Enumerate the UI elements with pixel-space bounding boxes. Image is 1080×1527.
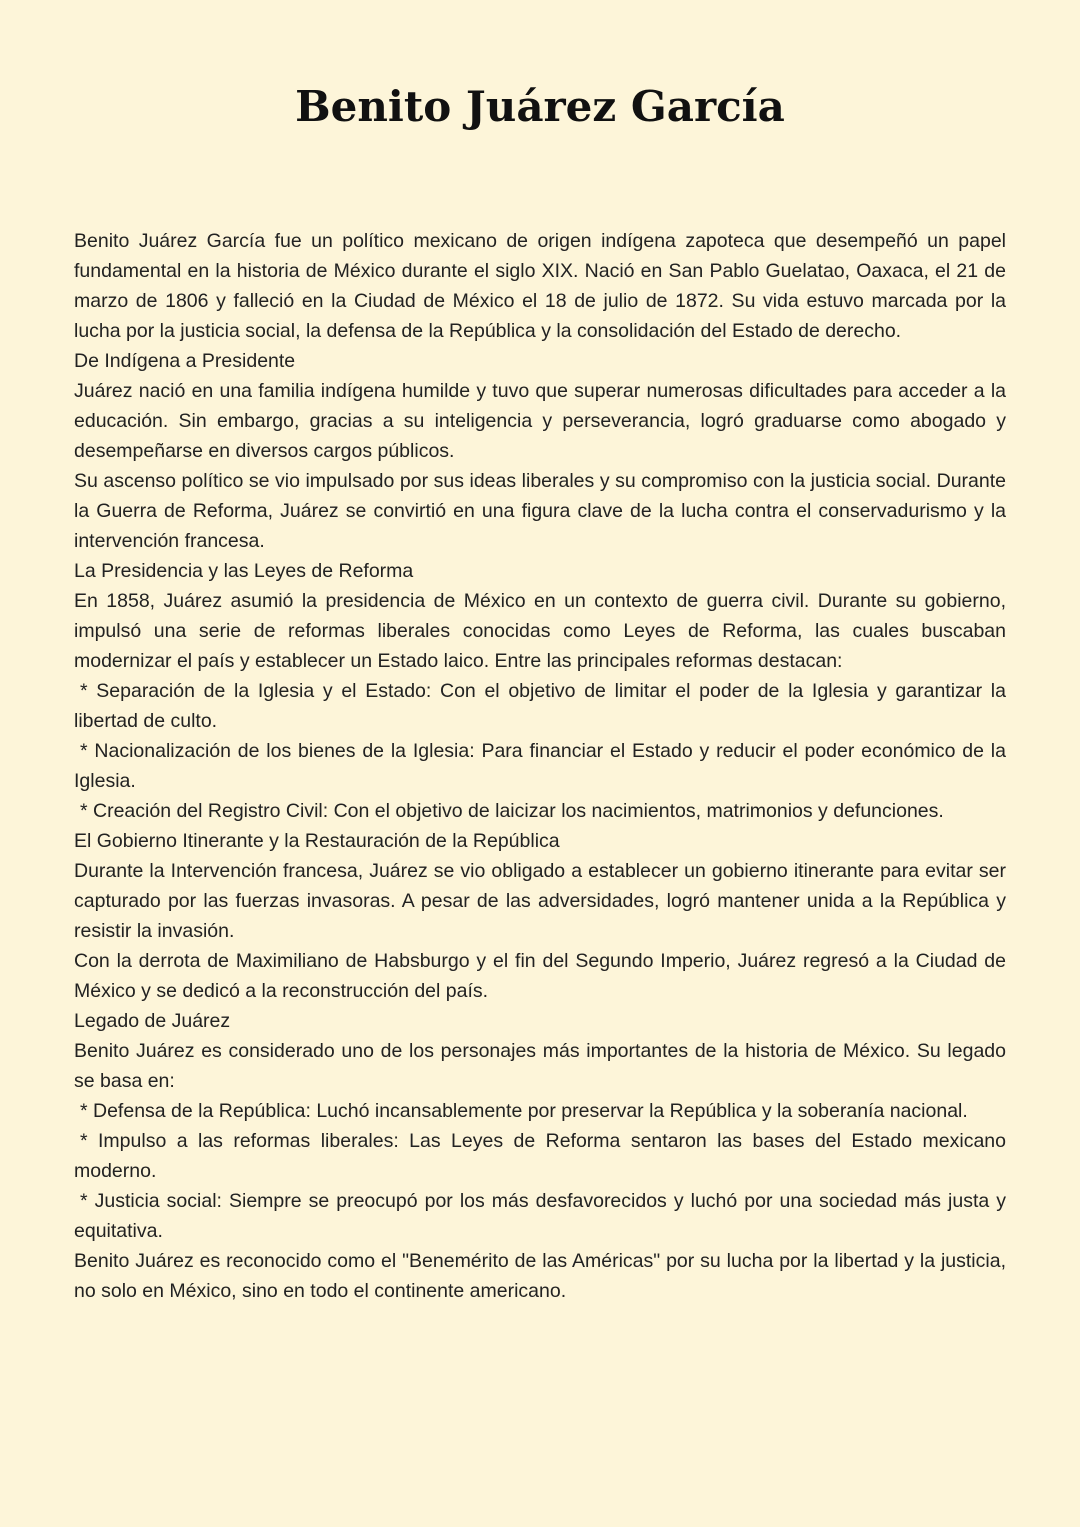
bullet-item: * Creación del Registro Civil: Con el objetivo de laicizar los nacimientos, matrimonios y defunciones. — [80, 800, 944, 822]
page-title: Benito Juárez García — [295, 82, 785, 131]
bullet-item: * Nacionalización de los bienes de la Iglesia: Para financiar el Estado y reducir el poder económico de la Iglesia. — [74, 740, 1006, 792]
paragraph: Durante la Intervención francesa, Juárez se vio obligado a establecer un gobierno itinerante para evitar ser capturado por las fuerzas invasoras. A pesar de las adversidades, logró mantener unida a la República y resistir la invasión. — [74, 860, 1006, 942]
bullet-item: * Justicia social: Siempre se preocupó por los más desfavorecidos y luchó por una sociedad más justa y equitativa. — [74, 1190, 1006, 1242]
paragraph: Con la derrota de Maximiliano de Habsburgo y el fin del Segundo Imperio, Juárez regresó a la Ciudad de México y se dedicó a la reconstrucción del país. — [74, 950, 1006, 1002]
section-heading: El Gobierno Itinerante y la Restauración de la República — [74, 830, 560, 852]
paragraph: Benito Juárez es considerado uno de los personajes más importantes de la historia de México. Su legado se basa en: — [74, 1040, 1006, 1092]
section-heading: De Indígena a Presidente — [74, 350, 296, 372]
bullet-item: * Impulso a las reformas liberales: Las Leyes de Reforma sentaron las bases del Estado mexicano moderno. — [74, 1130, 1006, 1182]
paragraph: Benito Juárez García fue un político mexicano de origen indígena zapoteca que desempeñó un papel fundamental en la historia de México durante el siglo XIX. Nació en San Pablo Guelatao, Oaxaca, el 21 de marzo de 1806 y falleció en la Ciudad de México el 18 de julio de 1872. Su vida estuvo marcada por la lucha por la justicia social, la defensa de la República y la consolidación del Estado de derecho. — [74, 230, 1006, 342]
document-body — [74, 226, 1006, 1306]
paragraph: Su ascenso político se vio impulsado por sus ideas liberales y su compromiso con la justicia social. Durante la Guerra de Reforma, Juárez se convirtió en una figura clave de la lucha contra el conservadurismo y la intervención francesa. — [74, 470, 1006, 552]
section-heading: Legado de Juárez — [74, 1010, 231, 1032]
paragraph: En 1858, Juárez asumió la presidencia de México en un contexto de guerra civil. Durante su gobierno, impulsó una serie de reformas liberales conocidas como Leyes de Reforma, las cuales buscaban modernizar el país y establecer un Estado laico. Entre las principales reformas destacan: — [74, 590, 1006, 672]
paragraph: Juárez nació en una familia indígena humilde y tuvo que superar numerosas dificultades para acceder a la educación. Sin embargo, gracias a su inteligencia y perseverancia, logró graduarse como abogado y desempeñarse en diversos cargos públicos. — [74, 380, 1006, 462]
section-heading: La Presidencia y las Leyes de Reforma — [74, 560, 414, 582]
paragraph: Benito Juárez es reconocido como el "Benemérito de las Américas" por su lucha por la libertad y la justicia, no solo en México, sino en todo el continente americano. — [74, 1250, 1006, 1302]
bullet-item: * Separación de la Iglesia y el Estado: Con el objetivo de limitar el poder de la Iglesia y garantizar la libertad de culto. — [74, 680, 1006, 732]
bullet-item: * Defensa de la República: Luchó incansablemente por preservar la República y la soberanía nacional. — [80, 1100, 968, 1122]
